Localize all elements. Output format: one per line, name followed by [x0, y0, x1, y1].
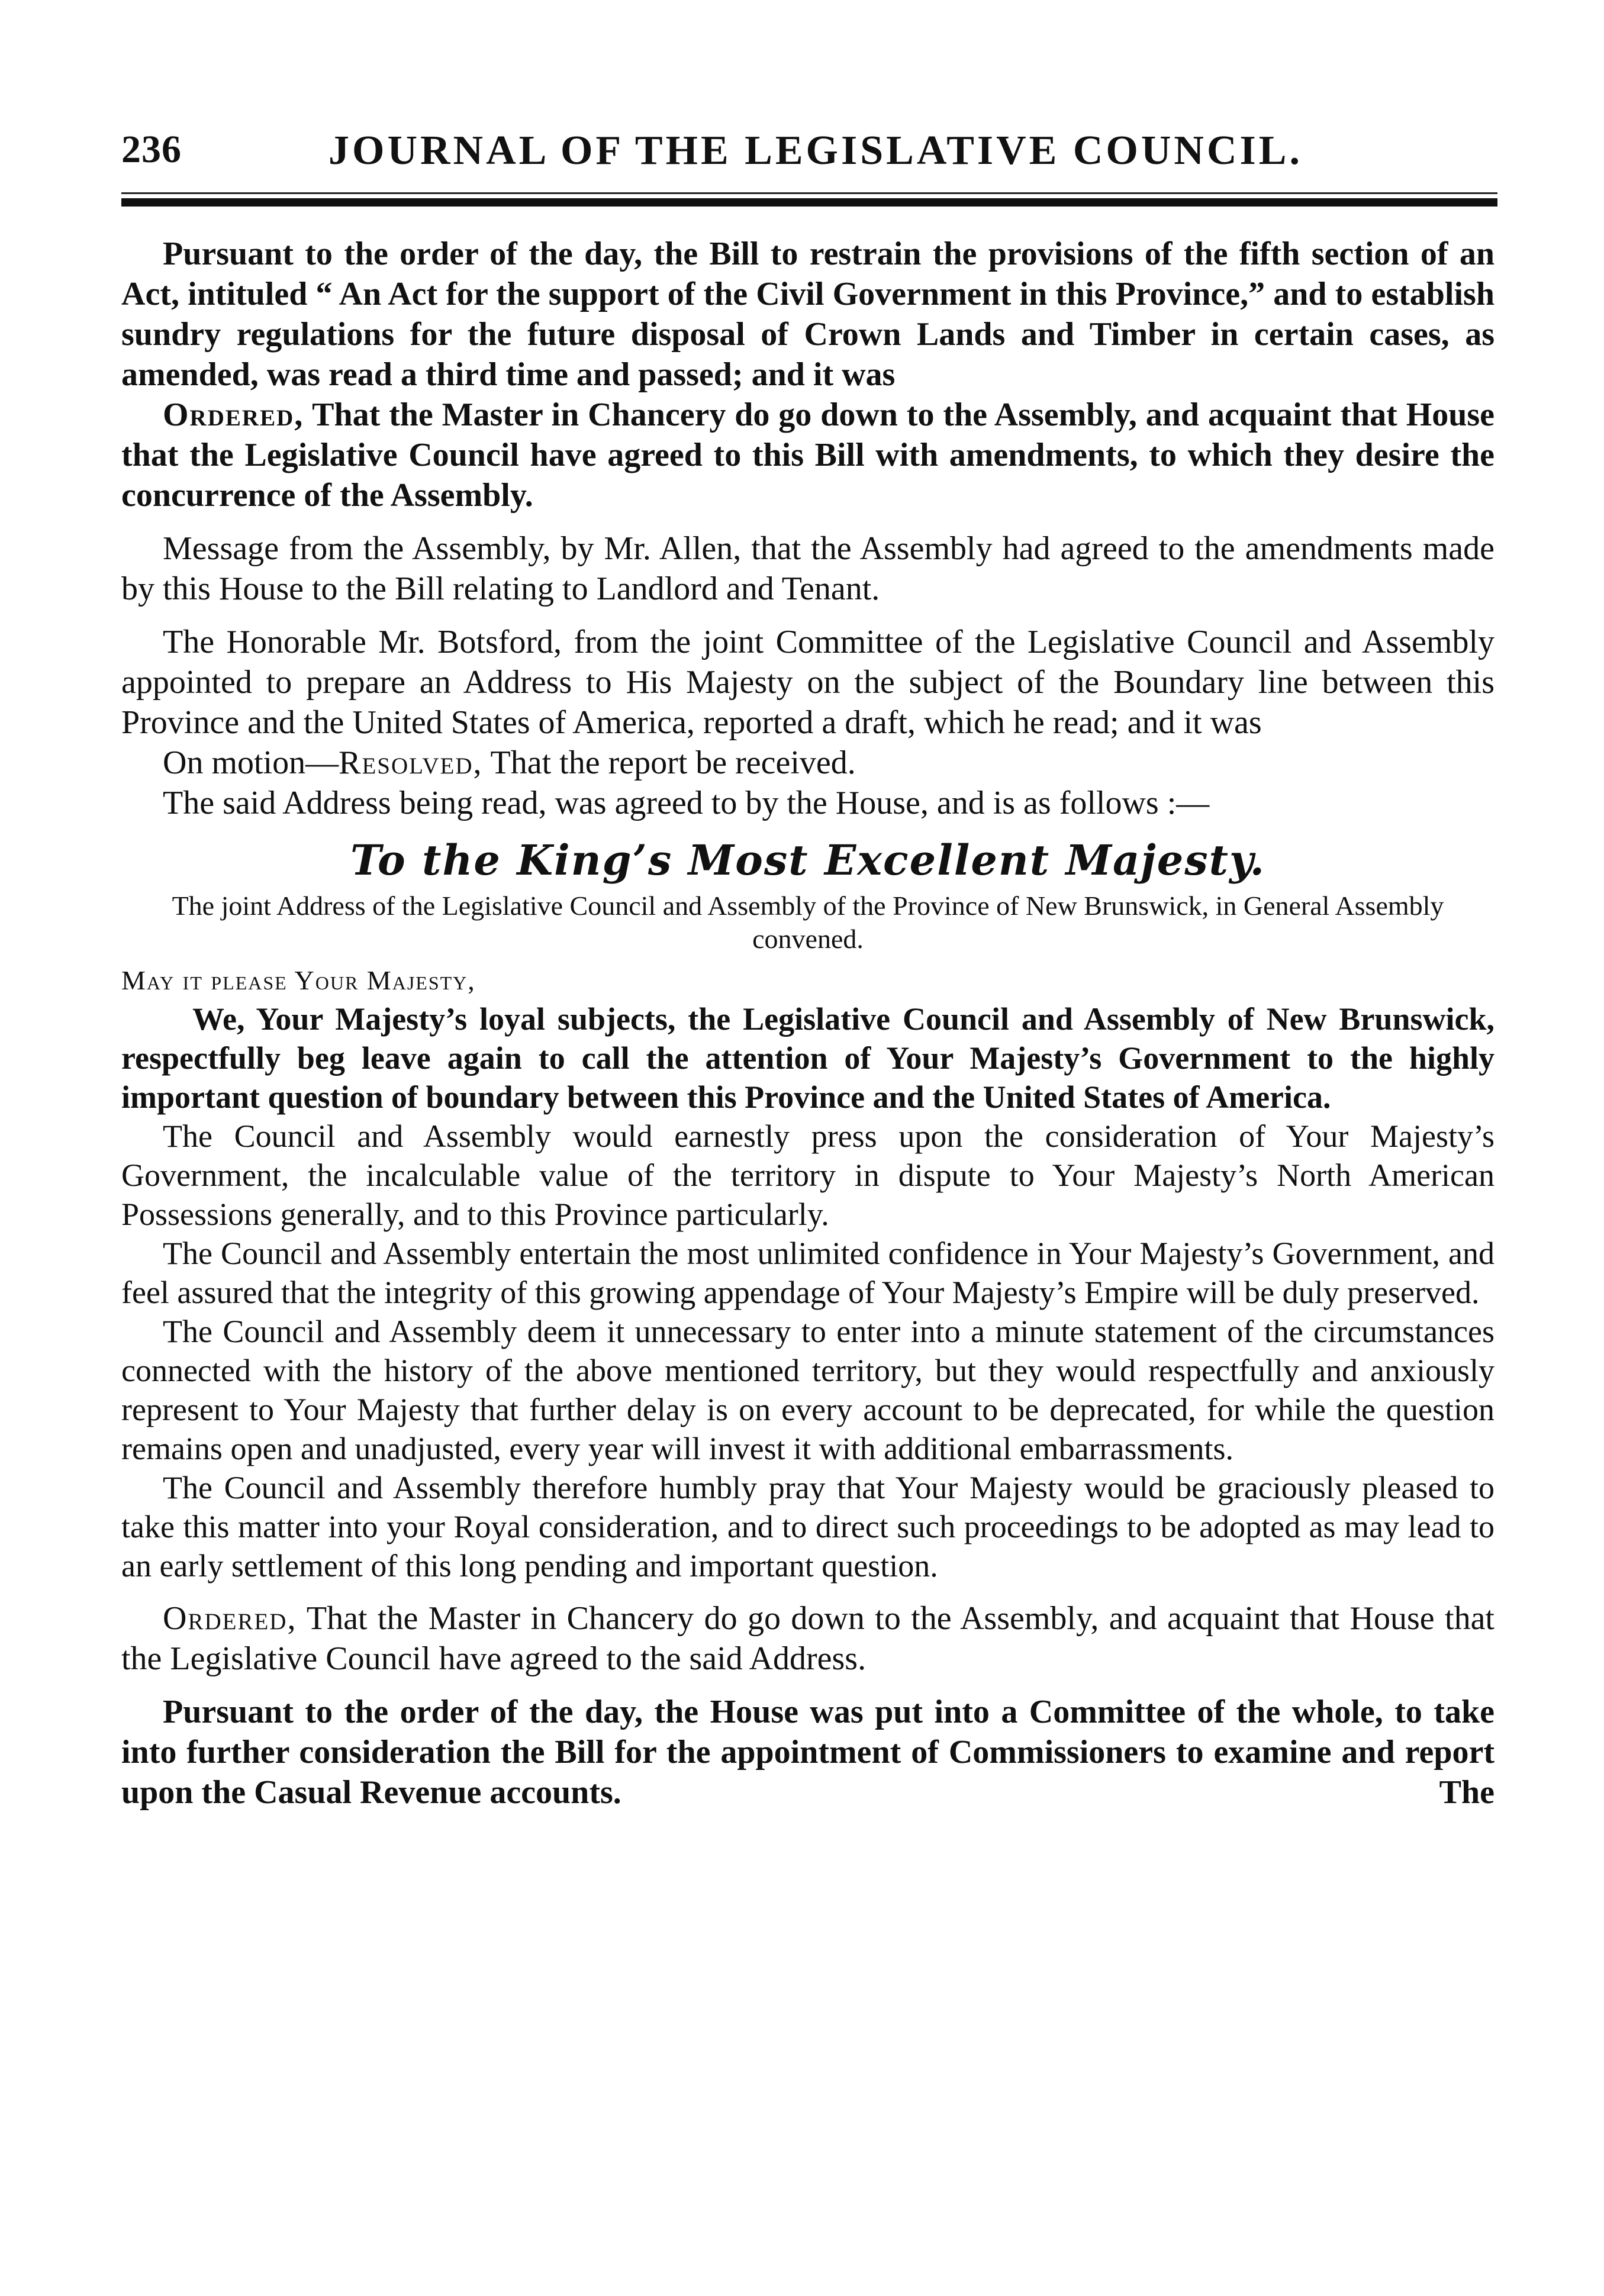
committee-text: Pursuant to the order of the day, the House was put into a Committee of the whole, to take into further consideration the Bill for the appointment of Commissioners to examine and report upon the Casual Revenue accounts.: [121, 1694, 1495, 1811]
paragraph-committee-whole: [121, 1692, 1495, 1813]
paragraph-bill-third-reading: Pursuant to the order of the day, the Bill to restrain the provisions of the fifth section of an Act, intituled “ An Act for the support of the Civil Government in this Province,” and to establish sundry regulations for the future disposal of Crown Lands and Timber in certain cases, as amended, was read a third time and passed; and it was: [121, 236, 1495, 393]
header-rule-thin: [121, 192, 1497, 194]
resolved-text: That the report be received.: [482, 744, 856, 781]
address-salutation: May it please Your Majesty,: [121, 965, 476, 995]
paragraph-message-assembly: Message from the Assembly, by Mr. Allen, that the Assembly had agreed to the amendments made by this House to the Bill relating to Landlord and Tenant.: [121, 530, 1495, 607]
address-intro: The joint Address of the Legislative Council and Assembly of the Province of New Brunswick, in General Assembly convened.: [172, 891, 1444, 954]
paragraph-botsford-report: The Honorable Mr. Botsford, from the joint Committee of the Legislative Council and Assembly appointed to prepare an Address to His Majesty on the subject of the Boundary line between this Province and the United States of America, reported a draft, which he read; and it was: [121, 624, 1495, 741]
ordered-text: That the Master in Chancery do go down to the Assembly, and acquaint that House that the Legislative Council have agreed to this Bill with amendments, to which they desire the concurrence of the Assembly.: [121, 396, 1495, 514]
address-paragraph-delay: The Council and Assembly deem it unnecessary to enter into a minute statement of the circumstances connected with the history of the above mentioned territory, but they would respectfully and anxiously represent to Your Majesty that further delay is on every account to be deprecated, for while the question remains open and unadjusted, every year will invest it with additional embarrassments.: [121, 1314, 1495, 1466]
paragraph-ordered-address: [121, 1598, 1495, 1679]
address-paragraph-loyal-subjects: We, Your Majesty’s loyal subjects, the Legislative Council and Assembly of New Brunswick, respectfully beg leave again to call the attention of Your Majesty’s Government to the highly important question of boundary between this Province and the United States of America.: [121, 1001, 1495, 1115]
address-heading: To the King’s Most Excellent Majesty.: [350, 836, 1265, 885]
paragraph-ordered-amendments: [121, 395, 1495, 515]
page-header: [121, 127, 1483, 180]
ordered-text: That the Master in Chancery do go down to the Assembly, and acquaint that House that the Legislative Council have agreed to the said Address.: [121, 1600, 1495, 1677]
paragraph-address-read: The said Address being read, was agreed to by the House, and is as follows :—: [163, 785, 1210, 821]
running-title: JOURNAL OF THE LEGISLATIVE COUNCIL.: [328, 128, 1303, 173]
paragraph-motion-resolved: [121, 743, 1495, 783]
address-paragraph-prayer: The Council and Assembly therefore humbly pray that Your Majesty would be graciously pleased to take this matter into your Royal consideration, and to direct such proceedings to be adopted as may lead to an early settlement of this long pending and important question.: [121, 1470, 1495, 1584]
address-paragraph-territory-value: The Council and Assembly would earnestly press upon the consideration of Your Majesty’s Government, the incalculable value of the territory in dispute to Your Majesty’s North American Possessions generally, and to this Province particularly.: [121, 1118, 1495, 1232]
ordered-label: Ordered,: [163, 396, 304, 433]
header-rule-thick: [121, 198, 1497, 207]
motion-label: On motion—: [163, 744, 339, 781]
resolved-label: Resolved,: [339, 744, 483, 781]
catchword: The: [1439, 1774, 1495, 1811]
page-body: [121, 234, 1495, 1813]
ordered-label: Ordered,: [163, 1600, 297, 1637]
page-number: 236: [121, 128, 182, 171]
address-paragraph-confidence: The Council and Assembly entertain the most unlimited confidence in Your Majesty’s Government, and feel assured that the integrity of this growing appendage of Your Majesty’s Empire will be duly preserved.: [121, 1236, 1495, 1310]
address-body: [121, 999, 1495, 1585]
